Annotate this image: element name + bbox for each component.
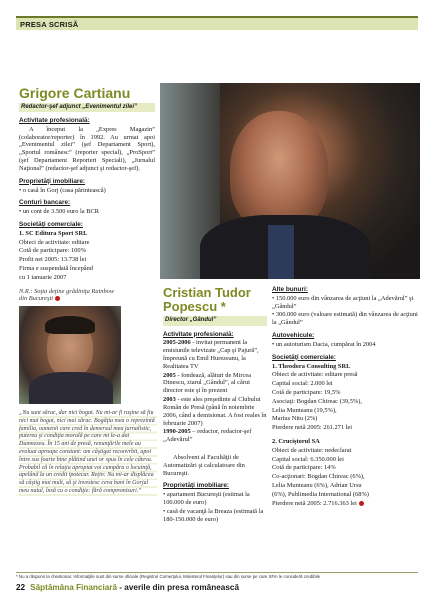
- end-dot-icon: [359, 501, 364, 506]
- person1-photo: [19, 306, 121, 404]
- person2-assets: [272, 286, 418, 508]
- person1-company-line: Cotă de participare: 100%: [19, 247, 86, 255]
- person1-companies-title: Societăţi comerciale:: [19, 220, 83, 228]
- person2-other-item: • 300.000 euro (valoare estimată) din vânzarea de acţiuni la „Gândul”: [272, 311, 418, 327]
- person2-other-title: Alte bunuri:: [272, 286, 308, 293]
- person1-company-line: Profit net 2005: 13.738 lei: [19, 256, 87, 264]
- footnote: * Nu a răspuns la chestionar. Informaţiile sunt din surse oficiale (Registrul Comerţului, Ministerul Finanţelor) sau din surse pe care SFin le consideră credibile: [16, 572, 418, 579]
- person1-quote: „Nu sunt sărac, dar nici bogat. Nu mi-ar fi ruşine să fiu nici mai bogat, nici mai sărac. Bogăţia mea o reprezintă familia, oamenii care cred în demersul meu jurnalistic, puterea şi condiţia morală pe care mi le-a dat Dumnezeu. În 15 ani de presă, renunţările mele au evoluat aproape constant: am câştigat reconvrbit, apoi între sus foarte bine plătind unei or spus în cele câteva. Probabil că în relaţia apropiat voi cumpăra o locuinţă, apelând la un credit ipotecar. Reţin: Nu mi-ar displăcea să câştig mai mult, să şi investesc ceva bani în Gorjul meu natal, însă cu o condiţie: fără compromisuri.”: [19, 410, 157, 496]
- publication-name: Săptămâna Financiară: [30, 583, 118, 592]
- person1-activity-title: Activitate profesională:: [19, 117, 90, 124]
- person1-note: N.R.: Soţia deţine grădiniţa Rainbow din Bucureşti: [19, 287, 115, 303]
- person2-activity-item: 2005-2006 - invitat permanent la emisiunile televizate „Cap şi Pajură”, împreună cu Emil Hurezeanu, la Realitatea TV: [163, 339, 259, 370]
- person1-company-line: Firma e suspendată începând: [19, 265, 94, 272]
- person2-company2-line: Cotă de participare: 14%: [272, 464, 336, 472]
- person2-property-item: • apartament Bucureşti (estimat la 100.000 de euro): [163, 491, 250, 507]
- person2-name: Cristian Tudor Popescu *: [163, 285, 251, 314]
- person1-company-line: Obiect de activitate: editare: [19, 238, 90, 246]
- page-number: 22: [16, 583, 26, 592]
- person2-company2-line: Obiect de activitate: nedeclarat: [272, 446, 352, 454]
- person2-property-item: • casă de vacanţă la Breaza (estimată la 180-150.000 de euro): [163, 507, 264, 523]
- person1-block: [19, 86, 155, 303]
- person2-auto-item: • un autoturism Dacia, cumpărat în 2004: [272, 340, 376, 348]
- person2-company1-line: Pierdere netă 2005: 261.271 lei: [272, 424, 353, 432]
- person2-block: [163, 286, 267, 523]
- person2-company2-line: Co-acţionari: Bogdan Chireac (6%),: [272, 473, 365, 481]
- person1-company-name: 1. SC Editura Sport SRL: [19, 229, 88, 237]
- person2-company1-line: Marius Nitu (2%): [272, 415, 318, 423]
- person2-photo: [160, 83, 420, 279]
- person1-property-text: • o casă în Gorj (casa părintească): [19, 186, 106, 194]
- person1-property-title: Proprietăţi imobiliare:: [19, 177, 86, 185]
- person2-company1-line: Obiect de activitate: editare presă: [272, 371, 358, 379]
- person1-bank-title: Conturi bancare:: [19, 199, 71, 207]
- person1-name: Grigore Cartianu: [19, 85, 131, 101]
- person1-activity-text: A început la „Expres Magazin” (colaborator/reporter) în 1992. Au urmat apoi „Evenimentul zilei” (şef Departament Sport), „Sportul românesc” (reporter special), „ProSport” (şef Departament Reporteri Speciali), „Jurnalul Naţional” (redactor-şef adjunct şi redactor-şef).: [19, 125, 155, 172]
- person2-role: Director „Gândul”: [163, 316, 267, 325]
- person2-companies-title: Societăţi comerciale:: [272, 353, 336, 361]
- person2-company1-line: Capital social: 2.000 lei: [272, 380, 333, 388]
- page-footer: [16, 583, 418, 593]
- person2-activity-item: 2005 - fondează, alături de Mircea Dinescu, ziarul „Gândul”, al cărui director este şi în prezent: [163, 371, 252, 395]
- person2-company1-line: Lelia Munteanu (19,5%),: [272, 406, 337, 414]
- person2-company1-name: 1. Theodora Consulting SRL: [272, 362, 351, 370]
- person2-auto-title: Autovehicule:: [272, 332, 315, 340]
- person2-company1-line: Cotă de participare: 19,5%: [272, 388, 341, 396]
- person2-activity-item: 1990-2005 – redactor, redactor-şef „Adevărul”: [163, 428, 252, 444]
- person1-company-line: cu 1 ianuarie 2007: [19, 273, 67, 281]
- section-title: PRESA SCRISĂ: [20, 20, 79, 29]
- person2-activity-title: Activitate profesională:: [163, 330, 234, 338]
- person2-education: Absolvent al Facultăţii de Automatizări şi calculatoare din Bucureşti.: [163, 453, 245, 477]
- person2-company2-line: Capital social: 6.350.000 lei: [272, 455, 344, 463]
- person2-company2-line: Pierdere netă 2005: 2.716.363 lei: [272, 500, 418, 508]
- person2-property-title: Proprietăţi imobiliare:: [163, 482, 230, 490]
- person2-company2-line: Lelia Munteanu (6%), Adrian Ursu: [272, 482, 362, 490]
- footer-tagline: - averile din presa românească: [117, 583, 239, 592]
- person2-company1-line: Asociaţi: Bogdan Chireac (39,5%),: [272, 397, 362, 405]
- person2-activity-item: 2003 - este ales preşedinte al Clubului Român de Presă (până în noiembrie 2006, când a demisionat. A fost reales în februarie 2007): [163, 396, 267, 427]
- end-dot-icon: [55, 296, 60, 301]
- person2-company2-line: (6%), Publimedia International (68%): [272, 490, 369, 498]
- person2-other-item: • 150.000 euro din vânzarea de acţiuni la „Adevărul” şi „Gândul”: [272, 294, 414, 310]
- person1-bank-text: • un cont de 3.500 euro la BCR: [19, 208, 99, 216]
- person2-company2-name: 2. Cruciştorul SA: [272, 438, 320, 445]
- person1-role: Redactor-şef adjunct „Evenimentul zilei”: [19, 103, 155, 112]
